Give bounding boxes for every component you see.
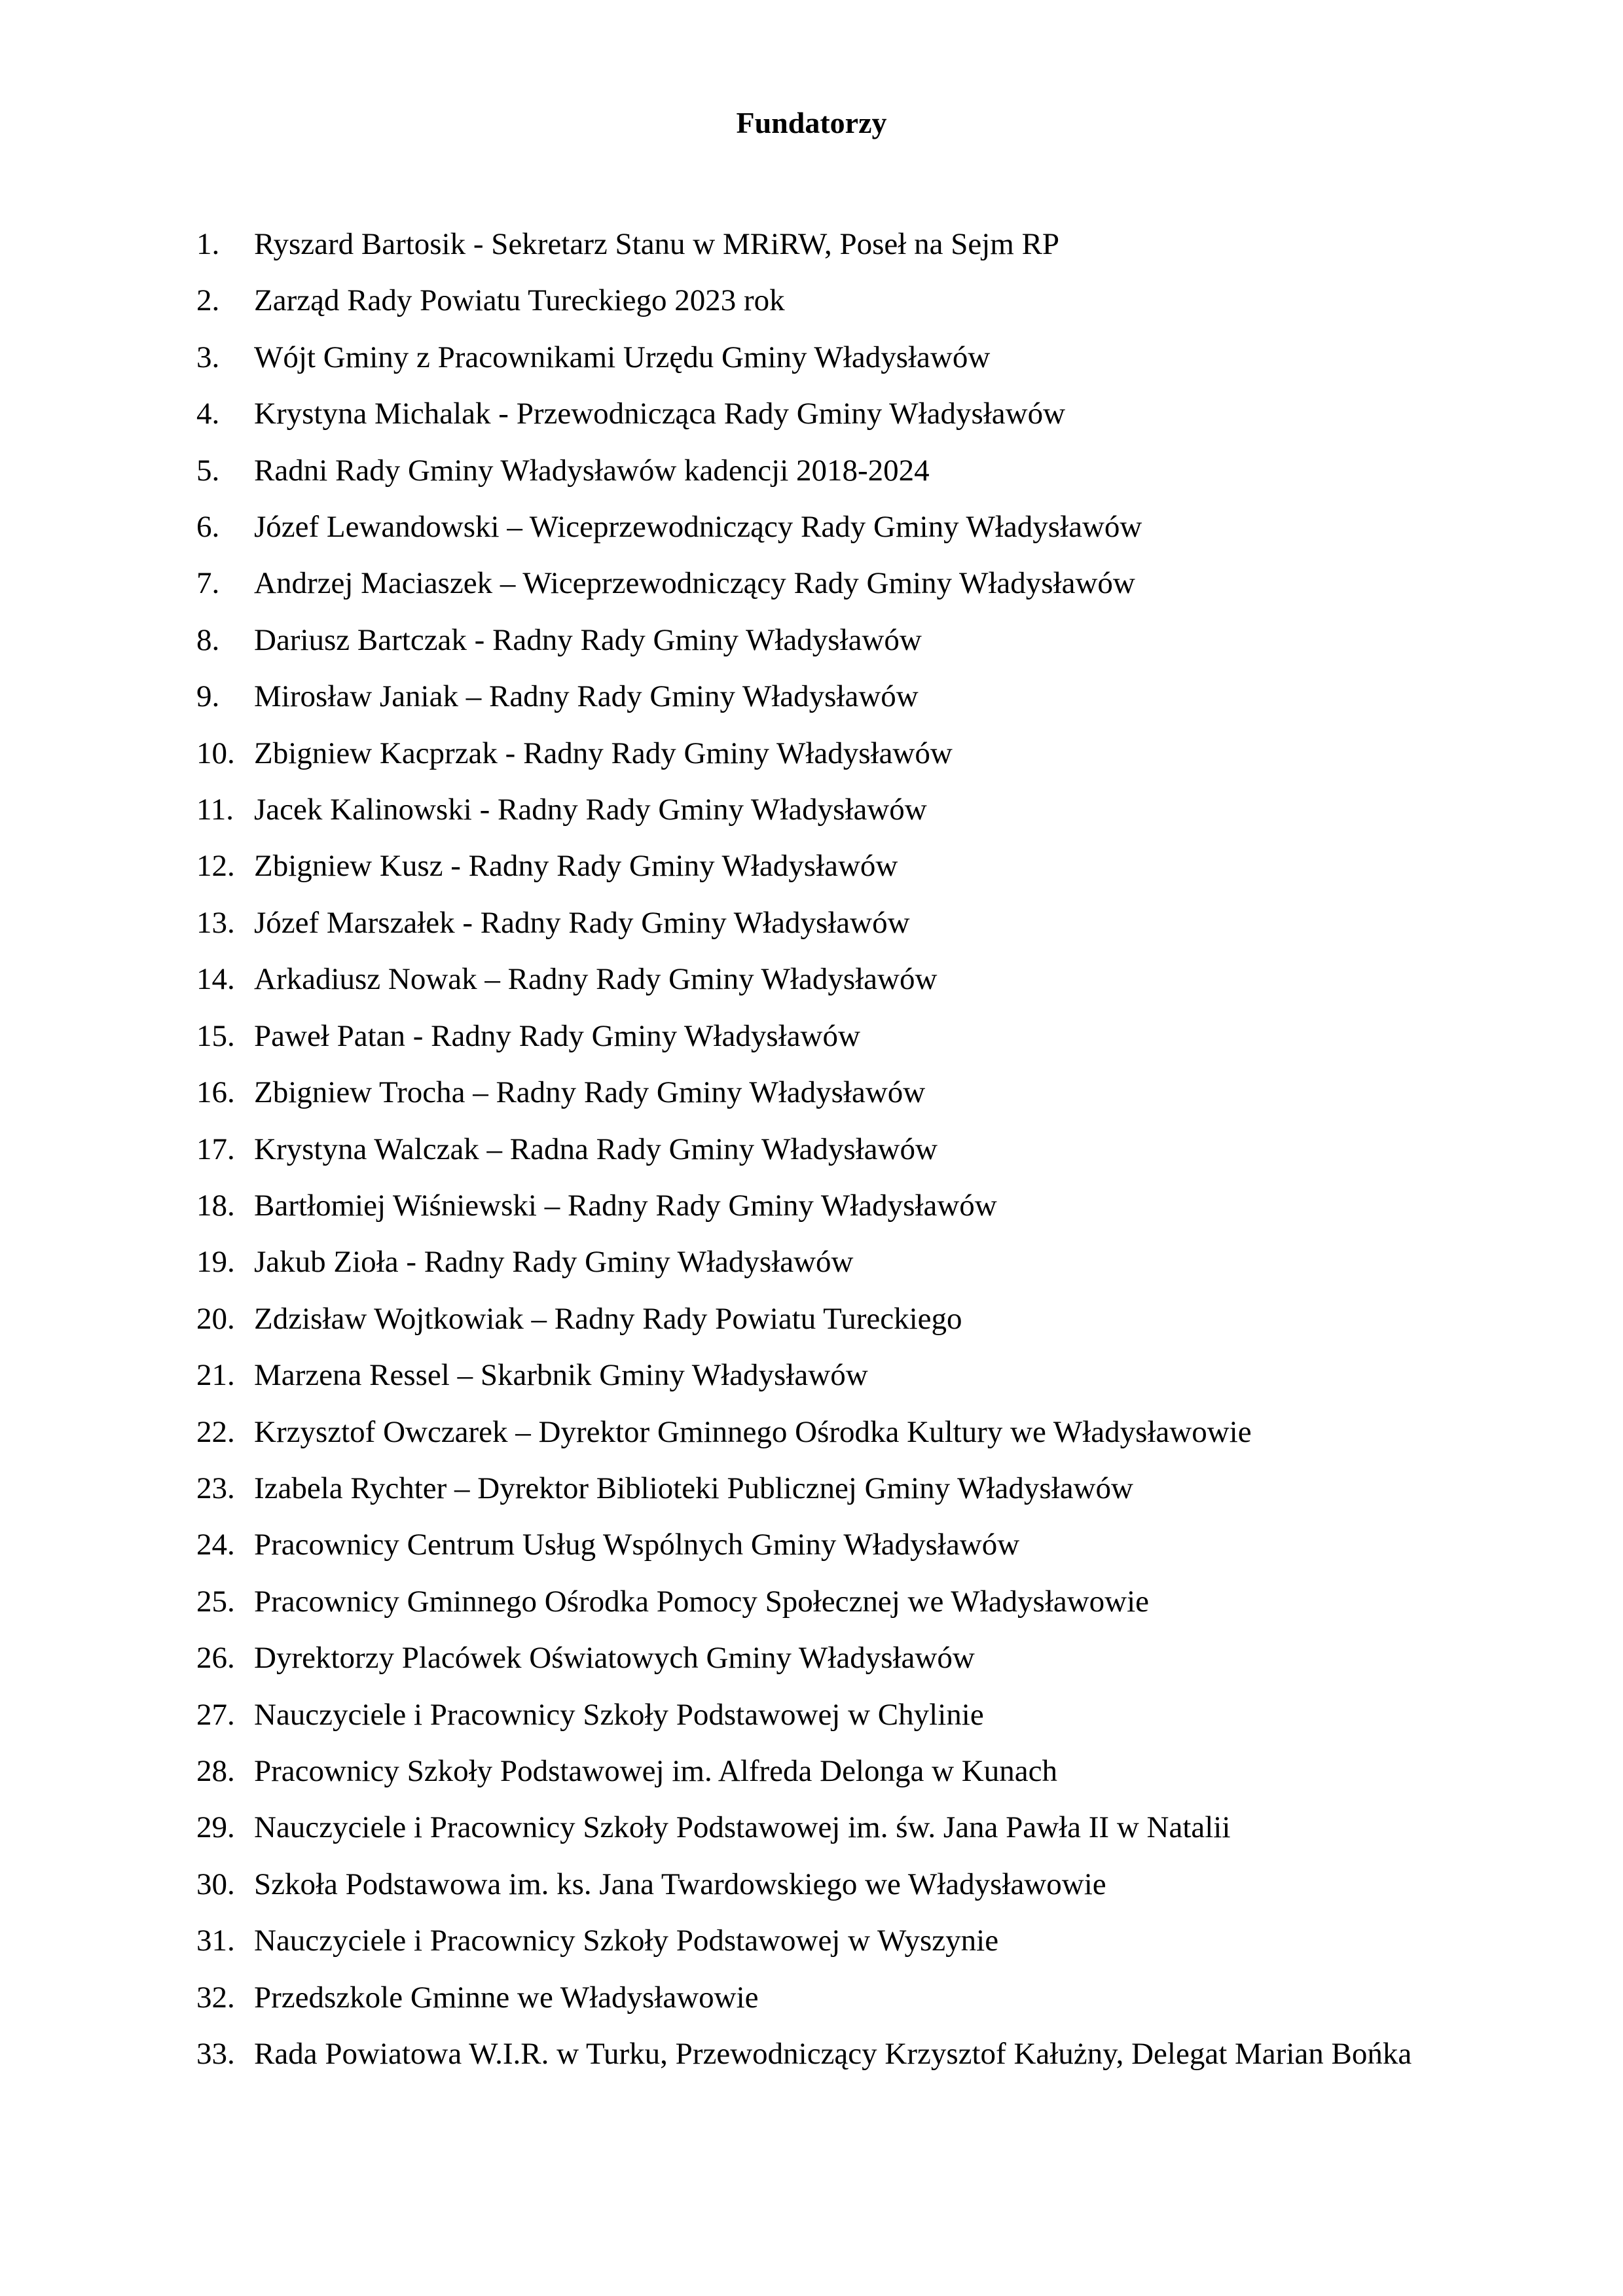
list-item-text: Zbigniew Kacprzak - Radny Rady Gminy Władysławów (254, 736, 953, 770)
list-item-number: 15. (196, 1018, 235, 1053)
list-item-text: Andrzej Maciaszek – Wiceprzewodniczący Rady Gminy Władysławów (254, 566, 1135, 601)
list-item-number: 13. (196, 905, 235, 940)
list-item-text: Arkadiusz Nowak – Radny Rady Gminy Władysławów (254, 962, 938, 997)
list-item-text: Krystyna Walczak – Radna Rady Gminy Władysławów (254, 1132, 938, 1166)
list-item-text: Nauczyciele i Pracownicy Szkoły Podstawowej w Chylinie (254, 1697, 984, 1732)
document-title: Fundatorzy (736, 106, 887, 139)
list-item (196, 1347, 1440, 1403)
list-item-number: 22. (196, 1414, 235, 1449)
list-item-number: 26. (196, 1641, 235, 1676)
list-item (196, 725, 1440, 781)
list-item-text: Jakub Zioła - Radny Rady Gminy Władysławów (254, 1245, 854, 1280)
list-item-number: 3. (196, 340, 220, 374)
list-item-text: Józef Marszałek - Radny Rady Gminy Władysławów (254, 905, 910, 940)
list-item (196, 1516, 1440, 1573)
list-item (196, 2026, 1440, 2082)
list-item-number: 14. (196, 962, 235, 997)
list-item-number: 8. (196, 622, 220, 657)
list-item-number: 29. (196, 1810, 235, 1845)
list-item (196, 442, 1440, 499)
list-item-text: Radni Rady Gminy Władysławów kadencji 2018-2024 (254, 453, 930, 488)
list-item-text: Józef Lewandowski – Wiceprzewodniczący Rady Gminy Władysławów (254, 510, 1142, 545)
list-item (196, 1008, 1440, 1064)
list-item (196, 951, 1440, 1007)
founders-list (196, 216, 1440, 2082)
list-item-number: 24. (196, 1528, 235, 1562)
list-item (196, 386, 1440, 442)
list-item-number: 30. (196, 1867, 235, 1901)
list-item-number: 28. (196, 1753, 235, 1788)
list-item-text: Wójt Gminy z Pracownikami Urzędu Gminy Władysławów (254, 340, 991, 374)
list-item-number: 5. (196, 453, 220, 488)
list-item-text: Rada Powiatowa W.I.R. w Turku, Przewodniczący Krzysztof Kałużny, Delegat Marian Bońka (254, 2037, 1412, 2071)
list-item-text: Izabela Rychter – Dyrektor Biblioteki Publicznej Gminy Władysławów (254, 1471, 1133, 1505)
list-item-text: Nauczyciele i Pracownicy Szkoły Podstawowej im. św. Jana Pawła II w Natalii (254, 1810, 1231, 1845)
list-item (196, 499, 1440, 555)
list-item-text: Marzena Ressel – Skarbnik Gminy Władysławów (254, 1358, 868, 1393)
list-item (196, 1687, 1440, 1743)
list-item-text: Przedszkole Gminne we Władysławowie (254, 1980, 759, 2015)
list-item (196, 1404, 1440, 1460)
list-item (196, 216, 1440, 272)
list-item-number: 6. (196, 510, 220, 545)
list-item-number: 20. (196, 1301, 235, 1336)
list-item-text: Zbigniew Trocha – Radny Rady Gminy Władysławów (254, 1075, 926, 1110)
list-item-number: 12. (196, 849, 235, 884)
list-item (196, 1969, 1440, 2026)
list-item-number: 23. (196, 1471, 235, 1505)
list-item-text: Pracownicy Szkoły Podstawowej im. Alfreda Delonga w Kunach (254, 1753, 1057, 1788)
list-item (196, 1064, 1440, 1121)
list-item-number: 25. (196, 1584, 235, 1619)
list-item (196, 1630, 1440, 1686)
list-item-text: Zbigniew Kusz - Radny Rady Gminy Władysławów (254, 849, 898, 884)
list-item-number: 11. (196, 793, 234, 827)
list-item (196, 555, 1440, 611)
list-item-text: Pracownicy Gminnego Ośrodka Pomocy Społecznej we Władysławowie (254, 1584, 1150, 1619)
list-item-text: Paweł Patan - Radny Rady Gminy Władysławów (254, 1018, 860, 1053)
list-item-number: 32. (196, 1980, 235, 2015)
list-item-number: 16. (196, 1075, 235, 1110)
list-item-number: 33. (196, 2037, 235, 2071)
list-item-text: Dyrektorzy Placówek Oświatowych Gminy Władysławów (254, 1641, 975, 1676)
list-item (196, 1743, 1440, 1799)
list-item-number: 19. (196, 1245, 235, 1280)
list-item-number: 9. (196, 679, 220, 714)
list-item (196, 1856, 1440, 1912)
list-item-text: Bartłomiej Wiśniewski – Radny Rady Gminy Władysławów (254, 1188, 997, 1223)
list-item-number: 21. (196, 1358, 235, 1393)
list-item-number: 4. (196, 397, 220, 431)
list-item-text: Nauczyciele i Pracownicy Szkoły Podstawowej w Wyszynie (254, 1924, 999, 1958)
list-item (196, 272, 1440, 329)
list-item-number: 18. (196, 1188, 235, 1223)
list-item-text: Ryszard Bartosik - Sekretarz Stanu w MRiRW, Poseł na Sejm RP (254, 227, 1060, 261)
list-item (196, 1799, 1440, 1856)
list-item-number: 10. (196, 736, 235, 770)
list-item (196, 838, 1440, 894)
list-item-number: 2. (196, 283, 220, 318)
list-item-text: Pracownicy Centrum Usług Wspólnych Gminy Władysławów (254, 1528, 1020, 1562)
list-item (196, 895, 1440, 951)
list-item-number: 17. (196, 1132, 235, 1166)
list-item-text: Zdzisław Wojtkowiak – Radny Rady Powiatu Tureckiego (254, 1301, 962, 1336)
list-item-number: 7. (196, 566, 220, 601)
list-item (196, 612, 1440, 668)
list-item (196, 781, 1440, 838)
list-item-text: Zarząd Rady Powiatu Tureckiego 2023 rok (254, 283, 785, 318)
list-item-number: 1. (196, 227, 220, 261)
list-item-text: Krystyna Michalak - Przewodnicząca Rady Gminy Władysławów (254, 397, 1066, 431)
list-item-text: Jacek Kalinowski - Radny Rady Gminy Władysławów (254, 793, 927, 827)
list-item (196, 668, 1440, 725)
list-item (196, 1291, 1440, 1347)
list-item (196, 1460, 1440, 1516)
list-item (196, 1573, 1440, 1630)
list-item (196, 1234, 1440, 1290)
list-item-text: Szkoła Podstawowa im. ks. Jana Twardowskiego we Władysławowie (254, 1867, 1106, 1901)
list-item (196, 1121, 1440, 1177)
list-item-number: 27. (196, 1697, 235, 1732)
list-item-text: Krzysztof Owczarek – Dyrektor Gminnego Ośrodka Kultury we Władysławowie (254, 1414, 1252, 1449)
list-item (196, 1177, 1440, 1234)
list-item-text: Dariusz Bartczak - Radny Rady Gminy Władysławów (254, 622, 922, 657)
list-item-text: Mirosław Janiak – Radny Rady Gminy Władysławów (254, 679, 919, 714)
list-item (196, 1912, 1440, 1969)
list-item (196, 329, 1440, 386)
list-item-number: 31. (196, 1924, 235, 1958)
